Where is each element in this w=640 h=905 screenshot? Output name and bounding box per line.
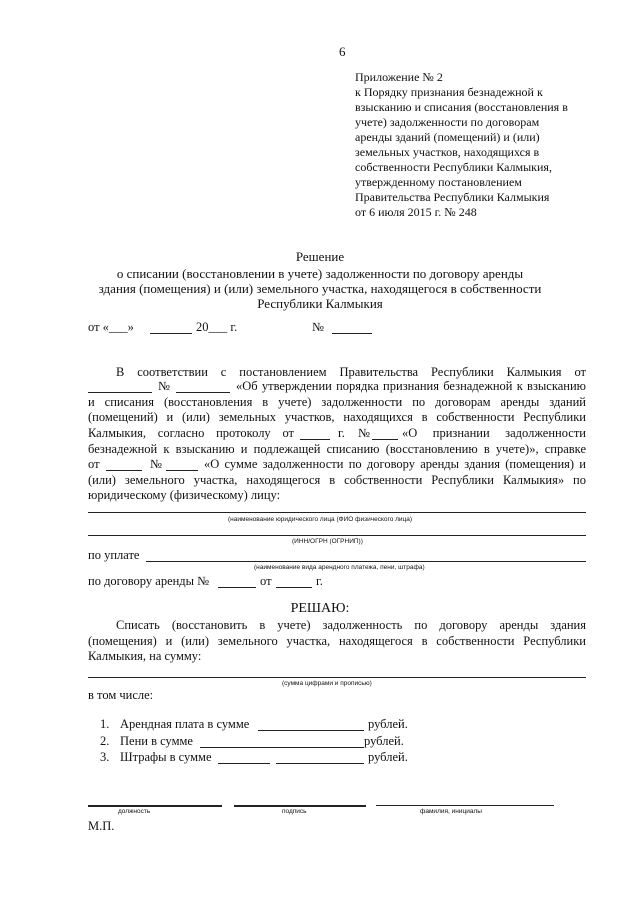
name-caption: (наименование юридического лица (ФИО физического лица) bbox=[228, 516, 413, 523]
blank-line bbox=[176, 392, 230, 393]
sum-caption: (сумма цифрами и прописью) bbox=[282, 680, 372, 687]
appendix-line: от 6 июля 2015 г. № 248 bbox=[355, 205, 477, 219]
decision-line: Калмыкия, на сумму: bbox=[88, 649, 202, 663]
item-blank bbox=[200, 747, 364, 748]
inn-caption: (ИНН/ОГРН (ОГРНИП)) bbox=[292, 538, 363, 545]
date-number-label: № bbox=[312, 320, 324, 334]
document-title bbox=[0, 249, 640, 311]
stamp-label: М.П. bbox=[88, 819, 115, 833]
date-from: от «___» bbox=[88, 320, 134, 334]
decision-line: Списать (восстановить в учете) задолженность по договору аренды здания bbox=[116, 618, 586, 632]
item-number: 3. bbox=[100, 750, 110, 764]
paragraph-line: (помещений) и (или) земельных участков, находящихся в собственности Республики bbox=[88, 410, 586, 424]
item-label: Арендная плата в сумме bbox=[120, 717, 250, 731]
item-blank bbox=[276, 763, 364, 764]
paragraph-fragment: № bbox=[158, 379, 170, 393]
item-unit: рублей. bbox=[364, 734, 404, 748]
blank-line bbox=[218, 587, 256, 588]
decision-heading: РЕШАЮ: bbox=[290, 601, 350, 616]
title-line: о списании (восстановлении в учете) задолженности по договору аренды bbox=[116, 266, 524, 281]
paragraph-fragment: «О сумме задолженности по договору аренды здания (помещения) и bbox=[204, 457, 586, 471]
blank-line bbox=[88, 392, 152, 393]
including-label: в том числе: bbox=[88, 688, 154, 702]
paragraph-fragment: «О признании задолженности bbox=[402, 426, 586, 440]
paragraph-line: «Об утверждении порядка признания безнадежной к взысканию bbox=[236, 379, 586, 393]
item-label: Пени в сумме bbox=[120, 734, 193, 748]
signature-name-line bbox=[376, 805, 554, 806]
payment-field-line bbox=[146, 561, 586, 562]
signature-position-line bbox=[88, 805, 222, 807]
item-label: Штрафы в сумме bbox=[120, 750, 212, 764]
appendix-line: Приложение № 2 bbox=[355, 70, 443, 84]
contract-year: г. bbox=[316, 574, 323, 588]
paragraph-line: юридическому (физическому) лицу: bbox=[88, 488, 281, 502]
paragraph-line: и списания (восстановления в учете) задолженности по договорам аренды зданий bbox=[88, 395, 586, 409]
title-line: Республики Калмыкия bbox=[257, 296, 383, 311]
item-unit: рублей. bbox=[368, 717, 408, 731]
blank-line bbox=[106, 470, 142, 471]
title-line: здания (помещения) и (или) земельного участка, находящегося в собственности bbox=[98, 281, 542, 296]
appendix-line: утвержденному постановлением bbox=[355, 175, 522, 189]
paragraph-line: безнадежной к взысканию и подлежащей списанию (восстановлению в учете)», справке bbox=[88, 442, 586, 456]
item-blank bbox=[218, 763, 270, 764]
contract-from: от bbox=[260, 574, 272, 588]
paragraph-fragment: г. № bbox=[338, 426, 370, 440]
paragraph-line: (или) земельного участка, находящегося в собственности Республики Калмыкия» по bbox=[88, 473, 586, 487]
decision-line: (помещения) и (или) земельного участка, находящегося в собственности Республики bbox=[88, 634, 586, 648]
appendix-line: Правительства Республики Калмыкия bbox=[355, 190, 550, 204]
inn-field-line bbox=[88, 535, 586, 536]
blank-line bbox=[276, 587, 312, 588]
blank-line bbox=[300, 439, 330, 440]
date-blank bbox=[150, 333, 192, 334]
item-unit: рублей. bbox=[368, 750, 408, 764]
contract-label: по договору аренды № bbox=[88, 574, 210, 588]
paragraph-fragment: Калмыкия, согласно протоколу от bbox=[88, 426, 294, 440]
paragraph-fragment: от bbox=[88, 457, 100, 471]
payment-caption: (наименование вида арендного платежа, пени, штрафа) bbox=[254, 564, 425, 571]
name-caption-footer: фамилия, инициалы bbox=[420, 808, 482, 815]
signature-sign-line bbox=[234, 805, 366, 807]
paragraph-line: В соответствии с постановлением Правительства Республики Калмыкия от bbox=[116, 365, 586, 379]
date-number-blank bbox=[332, 333, 372, 334]
item-blank bbox=[258, 730, 364, 731]
date-year: 20___ г. bbox=[196, 320, 238, 334]
item-number: 2. bbox=[100, 734, 110, 748]
appendix-line: собственности Республики Калмыкия, bbox=[355, 160, 552, 174]
position-caption: должность bbox=[118, 808, 151, 815]
payment-label: по уплате bbox=[88, 548, 140, 562]
item-number: 1. bbox=[100, 717, 110, 731]
appendix-note bbox=[355, 70, 595, 220]
blank-line bbox=[166, 470, 198, 471]
appendix-line: учете) задолженности по договорам bbox=[355, 115, 540, 129]
appendix-line: земельных участков, находящихся в bbox=[355, 145, 540, 159]
paragraph-fragment: № bbox=[150, 457, 162, 471]
title-word: Решение bbox=[295, 249, 345, 264]
page-number: 6 bbox=[339, 44, 346, 59]
appendix-line: взысканию и списания (восстановления в bbox=[355, 100, 568, 114]
appendix-line: к Порядку признания безнадежной к bbox=[355, 85, 543, 99]
sign-caption: подпись bbox=[282, 808, 307, 815]
sum-field-line bbox=[88, 677, 586, 678]
name-field-line bbox=[88, 512, 586, 513]
appendix-line: аренды зданий (помещений) и (или) bbox=[355, 130, 540, 144]
blank-line bbox=[372, 439, 398, 440]
